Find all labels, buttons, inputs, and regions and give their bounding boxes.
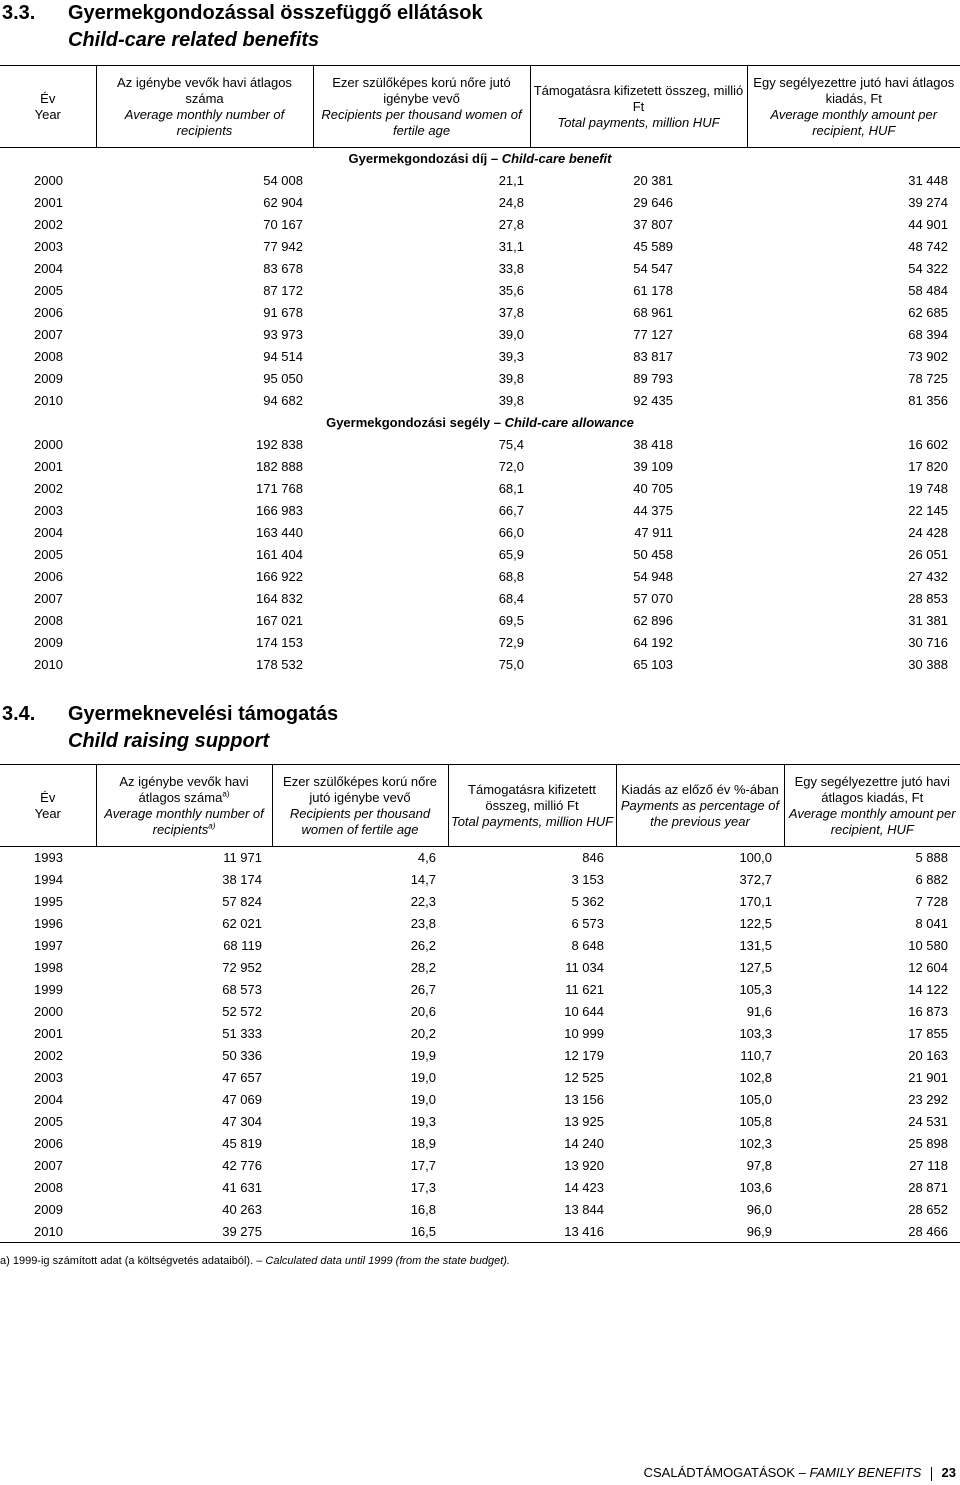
value-cell: 44 375 [633, 503, 673, 518]
year-cell: 2007 [34, 591, 63, 606]
year-cell: 2000 [34, 437, 63, 452]
table-row [0, 192, 960, 214]
value-cell: 102,3 [739, 1136, 772, 1151]
value-cell: 110,7 [740, 1048, 772, 1063]
value-cell: 161 404 [256, 547, 303, 562]
year-cell: 2010 [34, 657, 63, 672]
value-cell: 94 682 [263, 393, 303, 408]
value-cell: 40 263 [222, 1202, 262, 1217]
value-cell: 70 167 [263, 217, 303, 232]
value-cell: 170,1 [739, 894, 772, 909]
year-cell: 2007 [34, 1158, 63, 1173]
table-row [0, 544, 960, 566]
year-cell: 2001 [34, 459, 63, 474]
subhead-child-care-allowance: Gyermekgondozási segély – Child-care allowance [326, 415, 634, 430]
year-cell: 2001 [34, 1026, 63, 1041]
table-row [0, 891, 960, 913]
value-cell: 17 820 [908, 459, 948, 474]
year-cell: 2004 [34, 1092, 63, 1107]
year-cell: 2004 [34, 525, 63, 540]
year-cell: 2004 [34, 261, 63, 276]
value-cell: 48 742 [908, 239, 948, 254]
section-3-4-heading [0, 703, 960, 759]
value-cell: 39 109 [633, 459, 673, 474]
table-row [0, 869, 960, 891]
table-row [0, 1155, 960, 1177]
value-cell: 75,4 [498, 437, 524, 452]
value-cell: 127,5 [739, 960, 772, 975]
value-cell: 27 118 [909, 1158, 948, 1173]
value-cell: 6 573 [571, 916, 604, 931]
value-cell: 57 070 [633, 591, 673, 606]
value-cell: 13 844 [564, 1202, 604, 1217]
value-cell: 92 435 [633, 393, 673, 408]
year-cell: 1999 [34, 982, 63, 997]
year-cell: 2010 [0, 1221, 96, 1243]
table-row [0, 500, 960, 522]
value-cell: 68,8 [498, 569, 524, 584]
value-cell: 163 440 [256, 525, 303, 540]
value-cell: 21,1 [498, 173, 524, 188]
value-cell: 28 466 [784, 1221, 960, 1243]
value-cell: 122,5 [739, 916, 772, 931]
value-cell: 62 685 [908, 305, 948, 320]
year-cell: 1994 [34, 872, 63, 887]
value-cell: 3 153 [571, 872, 604, 887]
value-cell: 178 532 [256, 657, 303, 672]
year-cell: 2005 [34, 547, 63, 562]
value-cell: 39,3 [498, 349, 524, 364]
header-total-payments: Támogatásra kifizetett összeg, millió Ft Total payments, million HUF [530, 66, 747, 148]
year-cell: 2000 [34, 173, 63, 188]
year-cell: 1995 [34, 894, 63, 909]
table-row [0, 280, 960, 302]
value-cell: 164 832 [256, 591, 303, 606]
table-row [0, 1133, 960, 1155]
value-cell: 42 776 [222, 1158, 262, 1173]
subhead-child-care-benefit: Gyermekgondozási díj – Child-care benefit [348, 151, 612, 167]
value-cell: 100,0 [739, 850, 772, 866]
year-cell: 1993 [34, 850, 63, 866]
table-row [0, 302, 960, 324]
value-cell: 35,6 [498, 283, 524, 298]
value-cell: 28 871 [908, 1180, 948, 1195]
value-cell: 52 572 [222, 1004, 262, 1019]
value-cell: 78 725 [908, 371, 948, 386]
table-row [0, 1177, 960, 1199]
value-cell: 20,2 [410, 1026, 436, 1041]
value-cell: 97,8 [746, 1158, 772, 1173]
child-care-benefits-table [0, 65, 960, 676]
value-cell: 20 381 [633, 173, 673, 188]
value-cell: 31 448 [908, 173, 948, 188]
value-cell: 13 920 [564, 1158, 604, 1173]
value-cell: 19,3 [410, 1114, 436, 1129]
page-footer: CSALÁDTÁMOGATÁSOK – FAMILY BENEFITS 23 [643, 1465, 956, 1480]
table-row [0, 654, 960, 676]
value-cell: 62 904 [263, 195, 303, 210]
value-cell: 72 952 [222, 960, 262, 975]
year-cell: 2005 [34, 283, 63, 298]
value-cell: 37 807 [633, 217, 673, 232]
value-cell: 69,5 [498, 613, 524, 628]
value-cell: 171 768 [256, 481, 303, 496]
value-cell: 131,5 [739, 938, 772, 953]
value-cell: 11 621 [565, 982, 604, 997]
value-cell: 47 069 [222, 1092, 262, 1107]
value-cell: 50 336 [222, 1048, 262, 1063]
value-cell: 83 678 [263, 261, 303, 276]
value-cell: 47 304 [222, 1114, 262, 1129]
value-cell: 11 034 [565, 960, 604, 975]
value-cell: 105,3 [739, 982, 772, 997]
value-cell: 19,0 [410, 1092, 436, 1107]
value-cell: 31,1 [498, 239, 524, 254]
section-3-3-heading [0, 2, 960, 58]
table-row [0, 170, 960, 192]
value-cell: 12 525 [564, 1070, 604, 1085]
header-year: Év Year [0, 765, 96, 847]
value-cell: 16,8 [410, 1202, 436, 1217]
value-cell: 11 971 [223, 850, 262, 866]
value-cell: 72,0 [498, 459, 524, 474]
value-cell: 27 432 [908, 569, 948, 584]
year-cell: 2000 [34, 1004, 63, 1019]
value-cell: 28 853 [908, 591, 948, 606]
value-cell: 174 153 [256, 635, 303, 650]
year-cell: 1997 [34, 938, 63, 953]
value-cell: 38 174 [222, 872, 262, 887]
value-cell: 19,9 [410, 1048, 436, 1063]
value-cell: 26 051 [908, 547, 948, 562]
year-cell: 2006 [34, 305, 63, 320]
value-cell: 23,8 [410, 916, 436, 931]
page-number: 23 [941, 1465, 956, 1480]
section-title-en: Child-care related benefits [68, 29, 320, 51]
header-avg-amount: Egy segélyezettre jutó havi átlagos kiadás, Ft Average monthly amount per recipient, HUF [747, 66, 960, 148]
value-cell: 14 240 [564, 1136, 604, 1151]
value-cell: 26,7 [410, 982, 436, 997]
value-cell: 7 728 [915, 894, 948, 909]
header-total-payments: Támogatásra kifizetett összeg, millió Ft Total payments, million HUF [448, 765, 616, 847]
value-cell: 66,0 [498, 525, 524, 540]
value-cell: 65,9 [498, 547, 524, 562]
table-row [0, 935, 960, 957]
value-cell: 93 973 [263, 327, 303, 342]
value-cell: 47 657 [222, 1070, 262, 1085]
value-cell: 87 172 [263, 283, 303, 298]
value-cell: 24 428 [908, 525, 948, 540]
value-cell: 24,8 [498, 195, 524, 210]
table-row [0, 434, 960, 456]
section-title: Gyermeknevelési támogatás [68, 703, 339, 725]
value-cell: 62 021 [222, 916, 262, 931]
value-cell: 77 127 [633, 327, 673, 342]
value-cell: 58 484 [908, 283, 948, 298]
value-cell: 16,5 [272, 1221, 448, 1243]
value-cell: 68 119 [223, 938, 262, 953]
table-row [0, 324, 960, 346]
year-cell: 1998 [34, 960, 63, 975]
value-cell: 54 547 [633, 261, 673, 276]
table-row [0, 1045, 960, 1067]
table-row [0, 566, 960, 588]
section-number: 3.4. [2, 703, 36, 725]
value-cell: 91,6 [746, 1004, 772, 1019]
year-cell: 2009 [34, 1202, 63, 1217]
table-row [0, 847, 960, 869]
value-cell: 26,2 [410, 938, 436, 953]
value-cell: 45 589 [633, 239, 673, 254]
year-cell: 2002 [34, 1048, 63, 1063]
value-cell: 13 156 [564, 1092, 604, 1107]
value-cell: 64 192 [633, 635, 673, 650]
value-cell: 5 362 [571, 894, 604, 909]
table-row [0, 1067, 960, 1089]
value-cell: 105,0 [739, 1092, 772, 1107]
value-cell: 30 388 [908, 657, 948, 672]
value-cell: 6 882 [915, 872, 948, 887]
table-row [0, 346, 960, 368]
footer-divider [931, 1467, 932, 1481]
year-cell: 2006 [34, 1136, 63, 1151]
value-cell: 105,8 [739, 1114, 772, 1129]
header-payments-pct: Kiadás az előző év %-ában Payments as percentage of the previous year [616, 765, 784, 847]
section-number: 3.3. [2, 2, 36, 24]
value-cell: 68,4 [498, 591, 524, 606]
year-cell: 2009 [34, 635, 63, 650]
table-row [0, 1023, 960, 1045]
value-cell: 75,0 [498, 657, 524, 672]
year-cell: 2001 [34, 195, 63, 210]
table-row [0, 588, 960, 610]
value-cell: 72,9 [498, 635, 524, 650]
value-cell: 89 793 [633, 371, 673, 386]
year-cell: 2009 [34, 371, 63, 386]
value-cell: 37,8 [498, 305, 524, 320]
value-cell: 21 901 [908, 1070, 948, 1085]
value-cell: 96,9 [616, 1221, 784, 1243]
year-cell: 2008 [34, 1180, 63, 1195]
year-cell: 2003 [34, 239, 63, 254]
value-cell: 73 902 [908, 349, 948, 364]
value-cell: 14,7 [410, 872, 436, 887]
table-row [0, 522, 960, 544]
value-cell: 57 824 [222, 894, 262, 909]
value-cell: 65 103 [633, 657, 673, 672]
value-cell: 38 418 [633, 437, 673, 452]
table-row [0, 1111, 960, 1133]
value-cell: 18,9 [410, 1136, 436, 1151]
table-row [0, 236, 960, 258]
value-cell: 14 122 [908, 982, 948, 997]
value-cell: 16 873 [908, 1004, 948, 1019]
value-cell: 30 716 [908, 635, 948, 650]
value-cell: 39 274 [908, 195, 948, 210]
value-cell: 8 041 [915, 916, 948, 931]
value-cell: 19 748 [908, 481, 948, 496]
value-cell: 19,0 [410, 1070, 436, 1085]
value-cell: 41 631 [222, 1180, 262, 1195]
section-title: Gyermekgondozással összefüggő ellátások [68, 2, 483, 24]
value-cell: 61 178 [633, 283, 673, 298]
value-cell: 20,6 [410, 1004, 436, 1019]
value-cell: 166 983 [256, 503, 303, 518]
value-cell: 24 531 [908, 1114, 948, 1129]
table-row [0, 214, 960, 236]
value-cell: 28 652 [908, 1202, 948, 1217]
value-cell: 68 961 [633, 305, 673, 320]
value-cell: 103,6 [739, 1180, 772, 1195]
value-cell: 13 925 [564, 1114, 604, 1129]
table-row [0, 368, 960, 390]
table-row [0, 478, 960, 500]
value-cell: 91 678 [263, 305, 303, 320]
value-cell: 77 942 [263, 239, 303, 254]
value-cell: 31 381 [908, 613, 948, 628]
year-cell: 1996 [34, 916, 63, 931]
value-cell: 17 855 [908, 1026, 948, 1041]
value-cell: 16 602 [908, 437, 948, 452]
year-cell: 2002 [34, 217, 63, 232]
value-cell: 96,0 [746, 1202, 772, 1217]
value-cell: 17,7 [410, 1158, 436, 1173]
value-cell: 372,7 [739, 872, 772, 887]
header-year: Év Year [0, 66, 96, 148]
value-cell: 40 705 [633, 481, 673, 496]
value-cell: 8 648 [571, 938, 604, 953]
value-cell: 846 [582, 850, 604, 866]
value-cell: 45 819 [222, 1136, 262, 1151]
value-cell: 39,8 [498, 393, 524, 408]
value-cell: 103,3 [739, 1026, 772, 1041]
value-cell: 39,0 [498, 327, 524, 342]
value-cell: 166 922 [256, 569, 303, 584]
value-cell: 62 896 [633, 613, 673, 628]
table-row [0, 258, 960, 280]
header-per-thousand: Ezer szülőképes korú nőre jutó igénybe vevő Recipients per thousand women of fertile age [272, 765, 448, 847]
header-recipients: Az igénybe vevők havi átlagos száma$^{a)}$ Average monthly number of recipients$^{a)}$ [96, 765, 272, 847]
year-cell: 2008 [34, 349, 63, 364]
value-cell: 22,3 [410, 894, 436, 909]
table-row [0, 390, 960, 412]
value-cell: 39 275 [96, 1221, 272, 1243]
value-cell: 54 948 [633, 569, 673, 584]
year-cell: 2003 [34, 503, 63, 518]
year-cell: 2003 [34, 1070, 63, 1085]
value-cell: 10 580 [908, 938, 948, 953]
value-cell: 182 888 [256, 459, 303, 474]
table-row [0, 1001, 960, 1023]
year-cell: 2005 [34, 1114, 63, 1129]
value-cell: 39,8 [498, 371, 524, 386]
value-cell: 47 911 [634, 525, 673, 540]
value-cell: 44 901 [908, 217, 948, 232]
value-cell: 54 322 [908, 261, 948, 276]
footnote: a) 1999-ig számított adat (a költségvetés adataiból). – Calculated data until 1999 (from the state budget). [0, 1255, 510, 1267]
table-row [0, 1221, 960, 1243]
year-cell: 2007 [34, 327, 63, 342]
year-cell: 2010 [34, 393, 63, 408]
header-recipients: Az igénybe vevők havi átlagos száma Average monthly number of recipients [96, 66, 313, 148]
value-cell: 192 838 [256, 437, 303, 452]
value-cell: 4,6 [417, 850, 436, 866]
value-cell: 94 514 [263, 349, 303, 364]
year-cell: 2002 [34, 481, 63, 496]
table-row [0, 979, 960, 1001]
value-cell: 25 898 [908, 1136, 948, 1151]
value-cell: 167 021 [256, 613, 303, 628]
value-cell: 29 646 [633, 195, 673, 210]
child-raising-support-table [0, 764, 960, 1243]
value-cell: 22 145 [908, 503, 948, 518]
value-cell: 17,3 [410, 1180, 436, 1195]
table-row [0, 913, 960, 935]
value-cell: 12 604 [908, 960, 948, 975]
value-cell: 102,8 [739, 1070, 772, 1085]
value-cell: 23 292 [908, 1092, 948, 1107]
value-cell: 68,1 [498, 481, 524, 496]
table-row [0, 632, 960, 654]
value-cell: 66,7 [498, 503, 524, 518]
table-row [0, 456, 960, 478]
value-cell: 10 999 [564, 1026, 604, 1041]
value-cell: 5 888 [915, 850, 948, 866]
header-avg-amount: Egy segélyezettre jutó havi átlagos kiadás, Ft Average monthly amount per recipient, HUF [784, 765, 960, 847]
section-title-en: Child raising support [68, 730, 270, 752]
table-row [0, 1199, 960, 1221]
table-row [0, 1089, 960, 1111]
value-cell: 14 423 [564, 1180, 604, 1195]
value-cell: 95 050 [263, 371, 303, 386]
header-per-thousand: Ezer szülőképes korú nőre jutó igénybe vevő Recipients per thousand women of fertile age [313, 66, 530, 148]
value-cell: 81 356 [908, 393, 948, 408]
value-cell: 33,8 [498, 261, 524, 276]
value-cell: 20 163 [908, 1048, 948, 1063]
table-row [0, 610, 960, 632]
value-cell: 27,8 [498, 217, 524, 232]
value-cell: 68 573 [222, 982, 262, 997]
value-cell: 12 179 [564, 1048, 604, 1063]
value-cell: 83 817 [633, 349, 673, 364]
value-cell: 10 644 [564, 1004, 604, 1019]
year-cell: 2006 [34, 569, 63, 584]
value-cell: 50 458 [633, 547, 673, 562]
value-cell: 28,2 [410, 960, 436, 975]
value-cell: 54 008 [263, 173, 303, 188]
value-cell: 68 394 [908, 327, 948, 342]
value-cell: 13 416 [448, 1221, 616, 1243]
value-cell: 51 333 [222, 1026, 262, 1041]
table-row [0, 957, 960, 979]
year-cell: 2008 [34, 613, 63, 628]
